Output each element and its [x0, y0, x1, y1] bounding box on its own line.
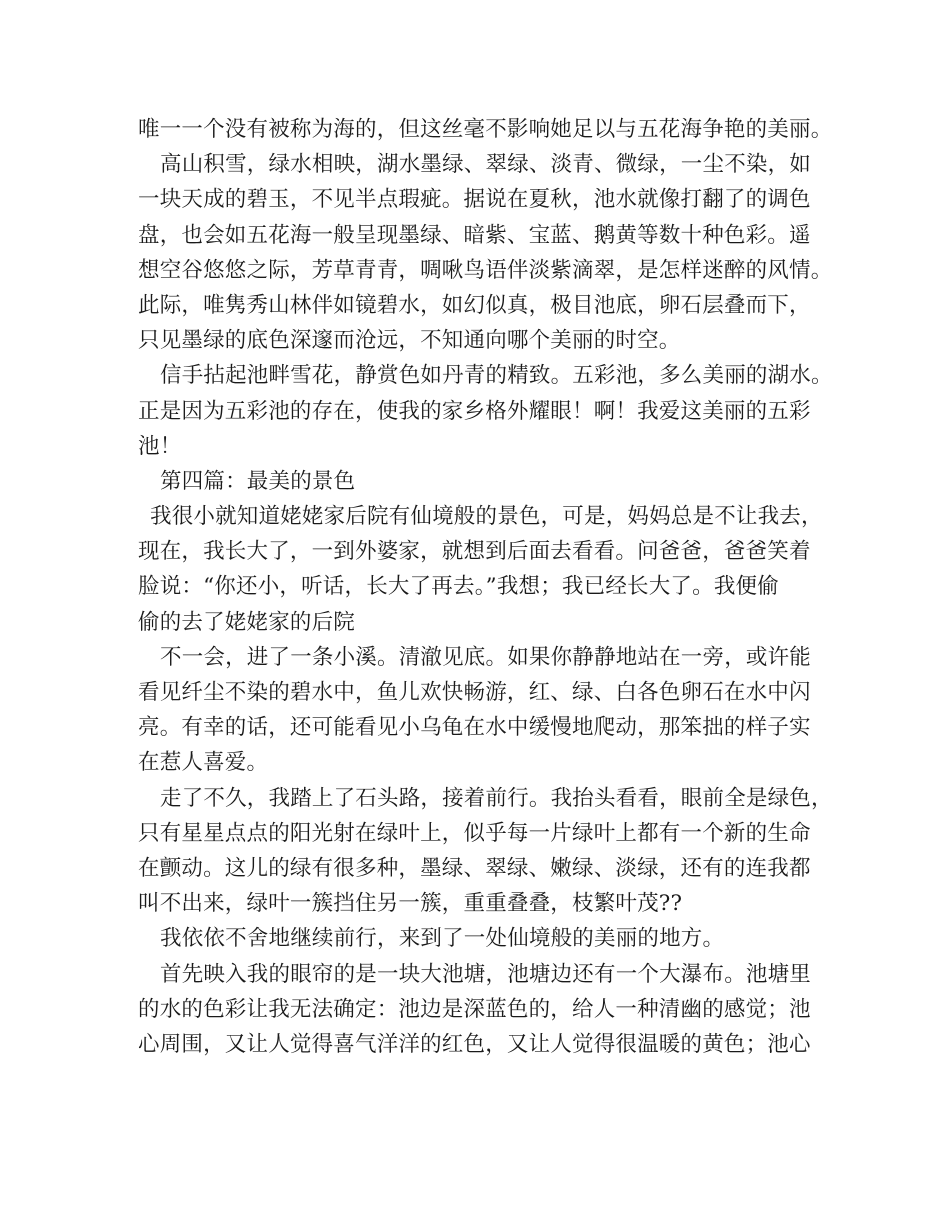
- paragraph-start-line: 信手拈起池畔雪花，静赏色如丹青的精致。五彩池，多么美丽的湖水。: [160, 363, 833, 389]
- text-line: 偷的去了姥姥家的后院: [138, 609, 356, 635]
- section-heading: 第四篇：最美的景色: [160, 468, 356, 494]
- paragraph-start-line: 走了不久，我踏上了石头路，接着前行。我抬头看看，眼前全是绿色，: [160, 785, 833, 811]
- paragraph-start-line: 我依依不舍地继续前行，来到了一处仙境般的美丽的地方。: [160, 926, 725, 952]
- text-line: 在颤动。这儿的绿有很多种，墨绿、翠绿、嫩绿、淡绿，还有的连我都: [138, 855, 811, 881]
- text-line: 现在，我长大了，一到外婆家，就想到后面去看看。问爸爸，爸爸笑着: [138, 539, 811, 565]
- text-line: 此际，唯隽秀山林伴如镜碧水，如幻似真，极目池底，卵石层叠而下，: [138, 292, 811, 318]
- text-line: 一块天成的碧玉，不见半点瑕疵。据说在夏秋，池水就像打翻了的调色: [138, 187, 811, 213]
- text-line: 心周围，又让人觉得喜气洋洋的红色，又让人觉得很温暖的黄色；池心: [138, 1031, 811, 1057]
- text-line: 在惹人喜爱。: [138, 750, 269, 776]
- document-body: [138, 112, 833, 1062]
- text-line: 想空谷悠悠之际，芳草青青，啁啾鸟语伴淡紫滴翠，是怎样迷醉的风情。: [138, 257, 833, 283]
- text-line: 只有星星点点的阳光射在绿叶上，似乎每一片绿叶上都有一个新的生命: [138, 820, 811, 846]
- paragraph-start-line: 高山积雪，绿水相映，湖水墨绿、翠绿、淡青、微绿，一尘不染，如: [160, 152, 812, 178]
- paragraph-start-line: 不一会，进了一条小溪。清澈见底。如果你静静地站在一旁，或许能: [160, 644, 812, 670]
- text-line: 正是因为五彩池的存在，使我的家乡格外耀眼！啊！我爱这美丽的五彩: [138, 398, 811, 424]
- text-line: 唯一一个没有被称为海的，但这丝毫不影响她足以与五花海争艳的美丽。: [138, 117, 833, 142]
- text-line: 的水的色彩让我无法确定：池边是深蓝色的，给人一种清幽的感觉；池: [138, 996, 811, 1022]
- text-line: 亮。有幸的话，还可能看见小乌龟在水中缓慢地爬动，那笨拙的样子实: [138, 715, 811, 741]
- text-line: 脸说：“你还小，听话，长大了再去。”我想；我已经长大了。我便偷: [138, 574, 779, 600]
- text-line: 只见墨绿的底色深邃而沧远，不知通向哪个美丽的时空。: [138, 328, 681, 354]
- text-line: 叫不出来，绿叶一簇挡住另一簇，重重叠叠，枝繁叶茂??: [138, 891, 683, 917]
- text-line: 盘，也会如五花海一般呈现墨绿、暗紫、宝蓝、鹅黄等数十种色彩。遥: [138, 222, 811, 248]
- paragraph-start-line: 首先映入我的眼帘的是一块大池塘，池塘边还有一个大瀑布。池塘里: [160, 961, 812, 987]
- paragraph-start-line: 我很小就知道姥姥家后院有仙境般的景色，可是，妈妈总是不让我去，: [150, 504, 823, 530]
- text-line: 池！: [138, 433, 182, 459]
- text-line: 看见纤尘不染的碧水中，鱼儿欢快畅游，红、绿、白各色卵石在水中闪: [138, 680, 811, 705]
